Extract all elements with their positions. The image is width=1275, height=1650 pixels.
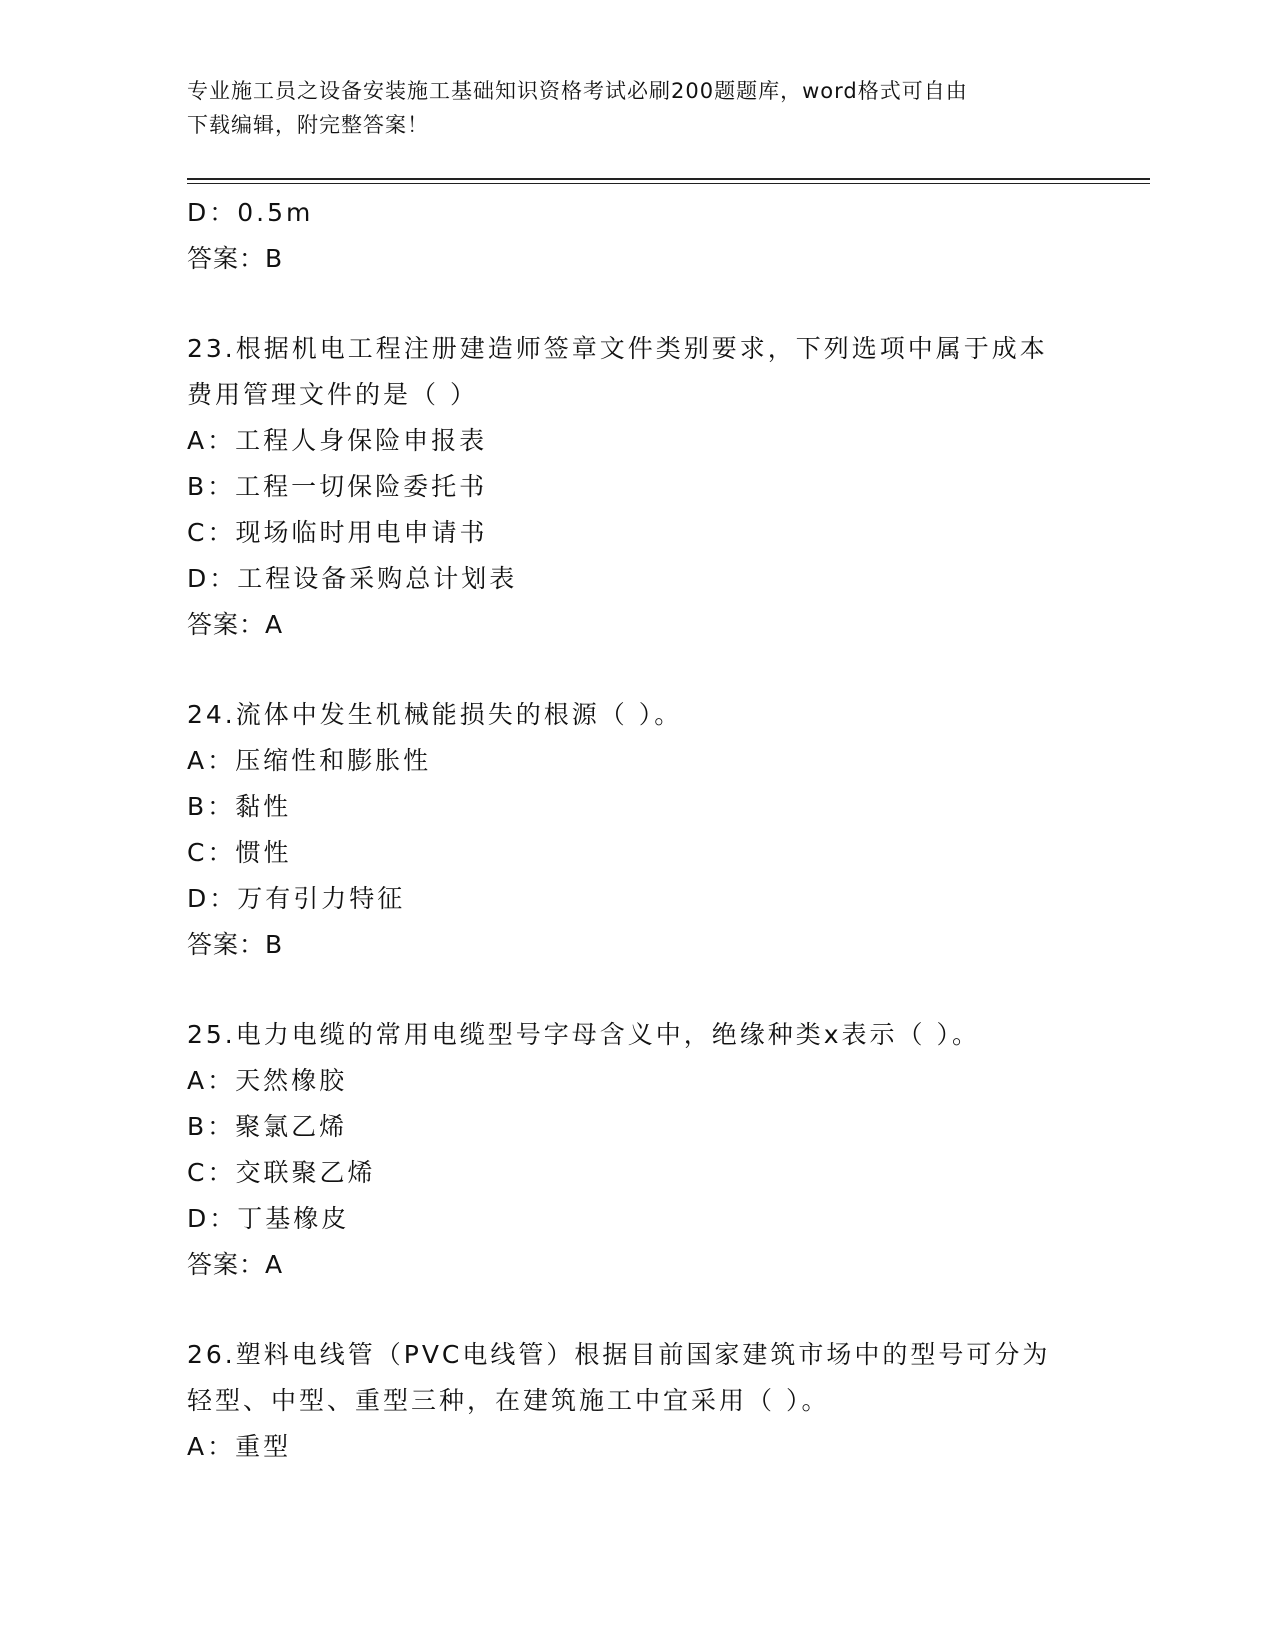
option-a: A：工程人身保险申报表 — [187, 426, 488, 455]
document-header — [187, 74, 1067, 142]
question-stem: 25.电力电缆的常用电缆型号字母含义中，绝缘种类x表示（ ）。 — [187, 1020, 981, 1049]
question-stem: 23.根据机电工程注册建造师签章文件类别要求，下列选项中属于成本 — [187, 334, 1048, 363]
question-23 — [187, 326, 1087, 648]
question-stem: 费用管理文件的是（ ） — [187, 380, 478, 409]
answer: 答案：A — [187, 610, 284, 639]
question-25 — [187, 1012, 1087, 1288]
header-line-2: 下载编辑，附完整答案！ — [187, 113, 429, 137]
spacer — [187, 282, 1087, 326]
option-d: D：丁基橡皮 — [187, 1204, 350, 1233]
option-a: A：重型 — [187, 1432, 292, 1461]
spacer — [187, 648, 1087, 692]
answer: 答案：B — [187, 930, 284, 959]
spacer — [187, 1288, 1087, 1332]
prev-option-d: D：0.5m — [187, 198, 314, 227]
option-c: C：惯性 — [187, 838, 292, 867]
question-list — [187, 190, 1087, 1470]
prev-answer: 答案：B — [187, 244, 284, 273]
question-stem: 24.流体中发生机械能损失的根源（ ）。 — [187, 700, 683, 729]
question-stem: 26.塑料电线管（PVC电线管）根据目前国家建筑市场中的型号可分为 — [187, 1340, 1051, 1369]
answer: 答案：A — [187, 1250, 284, 1279]
question-24 — [187, 692, 1087, 968]
option-b: B：工程一切保险委托书 — [187, 472, 488, 501]
option-b: B：聚氯乙烯 — [187, 1112, 348, 1141]
option-b: B：黏性 — [187, 792, 292, 821]
option-a: A：压缩性和膨胀性 — [187, 746, 432, 775]
header-divider-thick — [187, 178, 1150, 180]
option-c: C：交联聚乙烯 — [187, 1158, 376, 1187]
spacer — [187, 968, 1087, 1012]
question-stem: 轻型、中型、重型三种，在建筑施工中宜采用（ ）。 — [187, 1386, 830, 1415]
option-c: C：现场临时用电申请书 — [187, 518, 488, 547]
question-26 — [187, 1332, 1087, 1470]
option-a: A：天然橡胶 — [187, 1066, 348, 1095]
option-d: D：工程设备采购总计划表 — [187, 564, 518, 593]
option-d: D：万有引力特征 — [187, 884, 406, 913]
header-divider-thin — [187, 183, 1150, 184]
header-line-1: 专业施工员之设备安装施工基础知识资格考试必刷200题题库，word格式可自由 — [187, 79, 968, 103]
